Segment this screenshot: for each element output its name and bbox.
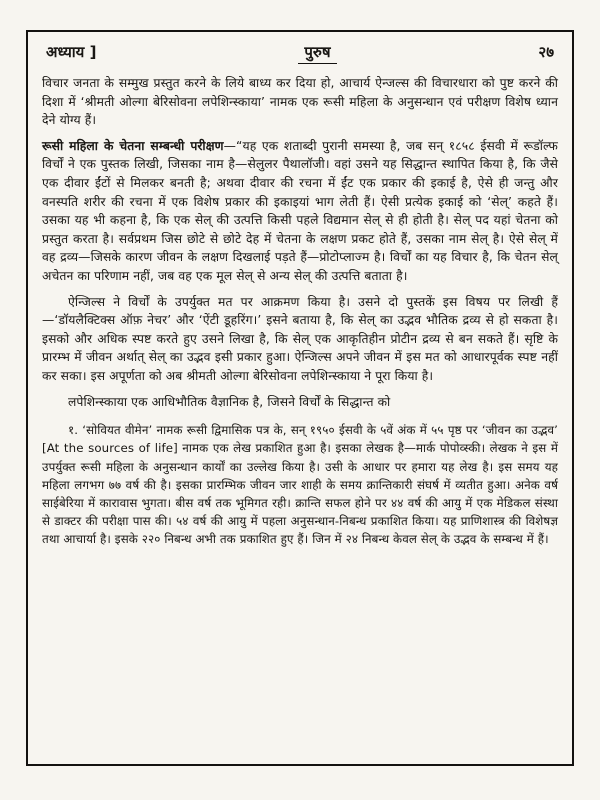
page-body	[42, 74, 558, 549]
page-number: २७	[538, 43, 554, 61]
section-heading: रूसी महिला के चेतना सम्बन्धी परीक्षण	[42, 138, 224, 153]
paragraph-continuation: विचार जनता के सम्मुख प्रस्तुत करने के लिये बाध्य कर दिया हो, आचार्य ऐन्जल्स की विचारधारा को पुष्ट करने की दिशा में ‘श्रीमती ओल्गा बेरिसोवना लपेशिन्स्काया’ नामक एक रूसी महिला के अनुसन्धान एवं परीक्षण विशेष ध्यान देने योग्य हैं।	[42, 76, 558, 128]
running-header	[42, 42, 558, 64]
page-border-frame	[26, 30, 574, 766]
paragraph-experiments	[42, 137, 558, 286]
paragraph-experiments-text: —“यह एक शताब्दी पुरानी समस्या है, जब सन् १८५८ ईसवी में रूडॉल्फ विर्चों ने एक पुस्तक लिखी, जिसका नाम है—सेलुलर पैथालॉजी। वहां उसने यह सिद्धान्त स्थापित किया है, कि जैसे एक दीवार ईंटों से मिलकर बनती है; अथवा दीवार की रचना में ईंट एक प्रकार की इकाई है, ऐसे ही जन्तु और वनस्पति शरीर की रचना में एक विशेष प्रकार की इकाइयां भाग लेती हैं। ऐसी प्रत्येक इकाई को ‘सेल्’ कहते हैं। उसका यह भी कहना है, कि एक सेल् की उत्पत्ति किसी पहले विद्यमान सेल् से ही होती है। सेल् पद यहां चेतना को प्रस्तुत करता है। सर्वप्रथम जिस छोटे से छोटे देह में चेतना के लक्षण प्रकट होते हैं, उसका नाम सेल् है। ऐसे सेल् में वह द्रव्य—जिसके कारण जीवन के लक्षण दिखलाई पड़ते हैं—प्रोटोप्लाज्म है। विर्चों का यह विचार है, कि चेतन सेल् अचेतन का परिणाम नहीं, जब वह एक मूल सेल् से अन्य सेल् की उत्पत्ति बताता है।	[42, 138, 558, 283]
paragraph-engels: ऐन्जिल्स ने विर्चों के उपर्युक्त मत पर आक्रमण किया है। उसने दो पुस्तकें इस विषय पर लिखी हैं—‘डॉयलैक्टिक्स ऑफ़ नेचर’ और ‘ऐंटी डूहरिंग।’ इसने बताया है, कि सेल् का उद्भव भौतिक द्रव्य से हो सकता है। इसको और अधिक स्पष्ट करते हुए उसने लिखा है, कि सेल् एक आकृतिहीन प्रोटीन द्रव्य से बन सकते हैं। सृष्टि के प्रारम्भ में जीवन अर्थात् सेल् का उद्भव इसी प्रकार हुआ। ऐन्जिल्स अपने जीवन में इस मत को आधारपूर्वक स्पष्ट नहीं कर सका। इस अपूर्णता को अब श्रीमती ओल्गा बेरिसोवना लपेशिन्स्काया ने पूरा किया है।	[42, 294, 558, 383]
chapter-label: अध्याय ]	[46, 43, 97, 61]
paragraph-lapeshinskaya: लपेशिन्स्काया एक आधिभौतिक वैज्ञानिक है, जिसने विर्चों के सिद्धान्त को	[68, 394, 391, 409]
footnote-soviet-woman: १. ‘सोवियत वीमेन’ नामक रूसी द्विमासिक पत्र के, सन् १९५० ईसवी के ५वें अंक में ५५ पृष्ठ पर ‘जीवन का उद्भव’ [At the sources of life] नामक एक लेख प्रकाशित हुआ है। इसका लेखक है—मार्क पोपोव्स्की। लेखक ने इस में उपर्युक्त रूसी महिला के अनुसन्धान कार्यों का उल्लेख किया है। उसी के आधार पर हमारा यह लेख है। इस समय यह महिला लगभग ७७ वर्ष की है। इसका प्रारम्भिक जीवन जार शाही के समय क्रान्तिकारी संघर्ष में व्यतीत हुआ। अनेक वर्ष साईबेरिया में कारावास भुगता। बीस वर्ष तक भूमिगत रही। क्रान्ति सफल होने पर ४४ वर्ष की आयु में एक मेडिकल संस्था से डाक्टर की परीक्षा पास की। ५४ वर्ष की आयु में पहला अनुसन्धान-निबन्ध प्रकाशित किया। यह प्राणिशास्त्र की विशेषज्ञ तथा आचार्या है। इसके २२० निबन्ध अभी तक प्रकाशित हुए हैं। जिन में २४ निबन्ध केवल सेल् के उद्भव के सम्बन्ध में हैं।	[42, 423, 558, 547]
page-title: पुरुष	[298, 42, 336, 64]
